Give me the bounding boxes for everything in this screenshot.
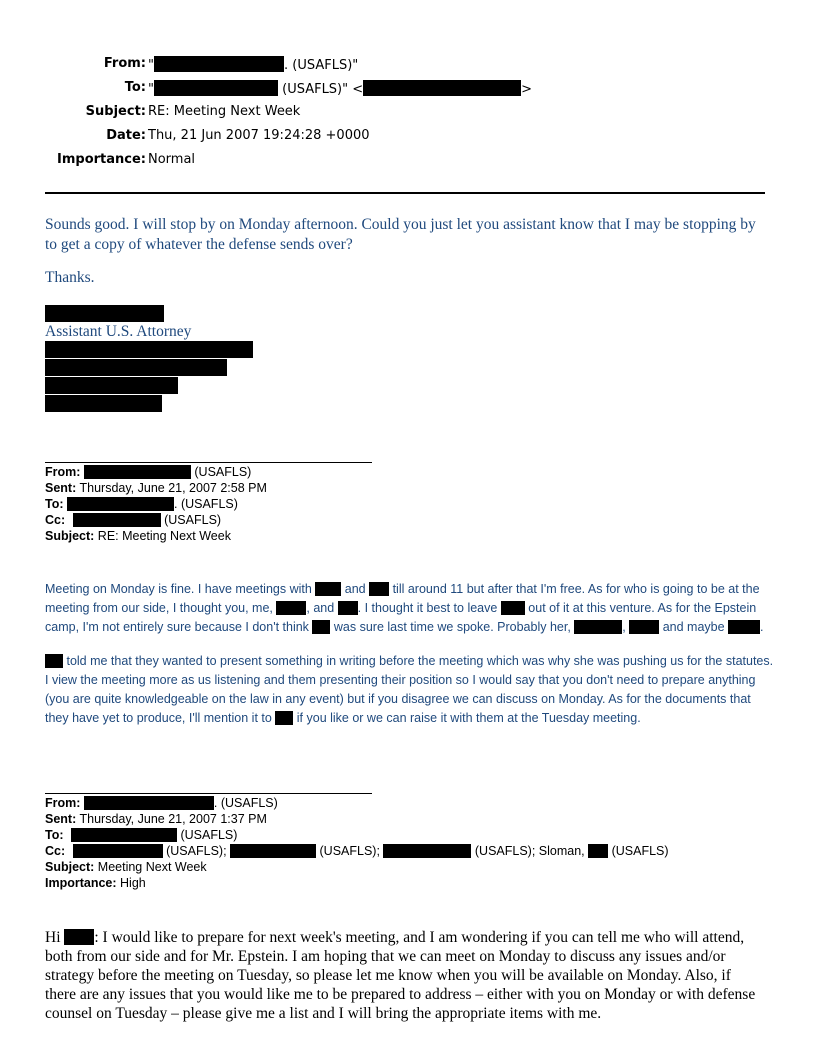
redaction — [629, 620, 659, 634]
redaction — [84, 465, 191, 479]
redaction — [363, 80, 521, 96]
email-header — [0, 56, 780, 176]
cc-label: Cc: — [45, 513, 66, 527]
redaction — [315, 582, 341, 596]
reply-paragraph: Sounds good. I will stop by on Monday afternoon. Could you just let you assistant know that I may be stopping by to get a copy of whatever the defense sends over? — [45, 216, 756, 253]
redaction — [154, 56, 284, 72]
to-value: " (USAFLS)" < > — [148, 82, 533, 97]
reply-body — [45, 215, 770, 255]
quoted-body — [45, 580, 775, 728]
redaction — [45, 395, 162, 412]
reply-thanks: Thanks. — [45, 269, 95, 286]
subject-label: Subject: — [85, 104, 146, 119]
redaction — [574, 620, 622, 634]
redaction — [73, 844, 163, 858]
subject-value: RE: Meeting Next Week — [148, 104, 301, 119]
body-paragraph: told me that they wanted to present something in writing before the meeting which was why she was pushing us for the statutes. I view the meeting more as us listening and them presenting their position so I would say that you don't need to prepare anything (you are quite knowledgeable on the law in any event) but if you disagree we can discuss on Monday. As for the documents that they have yet to produce, I'll mention it to if you like or we can raise it with them at the Tuesday meeting. — [45, 654, 774, 725]
redaction — [64, 929, 94, 945]
redaction — [369, 582, 389, 596]
to-label: To: — [124, 80, 146, 95]
from-label: From: — [45, 465, 81, 479]
quoted-header: From: . (USAFLS) Sent: Thursday, June 21, 2007 1:37 PM To: (USAFLS) Cc: (USAFLS); (USAFLS); (USAFLS); Sloman, (USAFLS) Subject: Meeting Next Week Importance: High — [45, 796, 669, 890]
redaction — [728, 620, 760, 634]
redaction — [67, 497, 174, 511]
redaction — [73, 513, 161, 527]
redaction — [383, 844, 471, 858]
redaction — [312, 620, 330, 634]
redaction — [45, 359, 227, 376]
redaction — [45, 305, 164, 322]
signature-title: Assistant U.S. Attorney — [45, 323, 192, 340]
to-label: To: — [45, 497, 64, 511]
date-label: Date: — [106, 128, 146, 143]
redaction — [276, 601, 306, 615]
body-paragraph: Hi : I would like to prepare for next week's meeting, and I am wondering if you can tell me who will attend, both from our side and for Mr. Epstein. I am hoping that we can meet on Monday to discuss any issues and/or strategy before the meeting on Tuesday, so please let me know when you will be available on Monday. Also, if there are any issues that you would like me to be prepared to address – either with you on Monday or with defense counsel on Tuesday – please give me a list and I will bring the appropriate items with me. — [45, 929, 756, 1022]
redaction — [501, 601, 525, 615]
header-divider — [45, 192, 765, 194]
sent-label: Sent: — [45, 812, 77, 826]
from-value: " . (USAFLS)" — [148, 58, 359, 73]
from-label: From: — [103, 56, 146, 71]
redaction — [71, 828, 177, 842]
redaction — [154, 80, 278, 96]
subject-label: Subject: — [45, 529, 95, 543]
redaction — [230, 844, 316, 858]
redaction — [588, 844, 608, 858]
quoted-header: From: (USAFLS) Sent: Thursday, June 21, 2007 2:58 PM To: . (USAFLS) Cc: (USAFLS) Subject: RE: Meeting Next Week — [45, 465, 267, 543]
cc-label: Cc: — [45, 844, 66, 858]
importance-label: Importance: — [45, 876, 117, 890]
redaction — [45, 377, 178, 394]
redaction — [338, 601, 358, 615]
redaction — [275, 711, 293, 725]
from-label: From: — [45, 796, 81, 810]
quoted-body — [45, 928, 765, 1023]
quote-divider — [45, 793, 372, 794]
date-value: Thu, 21 Jun 2007 19:24:28 +0000 — [148, 128, 370, 143]
sent-label: Sent: — [45, 481, 77, 495]
quote-divider — [45, 462, 372, 463]
to-label: To: — [45, 828, 64, 842]
importance-label: Importance: — [57, 152, 146, 167]
redaction — [45, 654, 63, 668]
redaction — [84, 796, 214, 810]
importance-value: Normal — [148, 152, 196, 167]
redaction — [45, 341, 253, 358]
body-paragraph: Meeting on Monday is fine. I have meetings with and till around 11 but after that I'm free. As for who is going to be at the meeting from our side, I thought you, me, , and . I thought it best to leave out of it at this venture. As for the Epstein camp, I'm not entirely sure because I don't think was sure last time we spoke. Probably her, , and maybe . — [45, 582, 764, 634]
subject-label: Subject: — [45, 860, 95, 874]
